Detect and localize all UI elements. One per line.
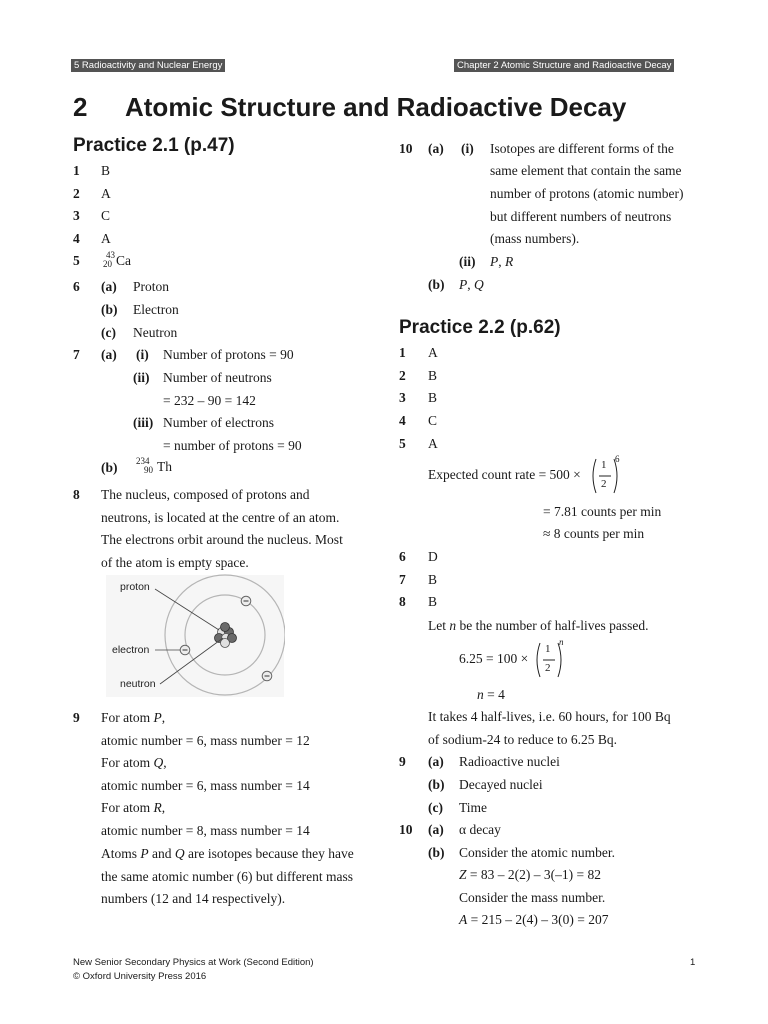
p2-q6-answer: D: [428, 549, 438, 564]
electron-top: [241, 596, 251, 606]
q10b-answer: P, Q: [459, 277, 484, 292]
q5-element-symbol: Ca: [116, 253, 131, 268]
p2-q10b-line-2: Consider the mass number.: [459, 890, 606, 905]
q1-answer: B: [101, 163, 111, 178]
p2-q10a-label: (a): [428, 822, 444, 837]
p2-q5-result-2: ≈ 8 counts per min: [543, 526, 645, 541]
p2-q10b-label: (b): [428, 845, 445, 860]
q6b-answer: Electron: [133, 302, 179, 317]
p2-q8-n-result: n = 4: [477, 687, 505, 702]
q9-number: 9: [73, 710, 80, 725]
p2-q5-answer: A: [428, 436, 438, 451]
q5-number: 5: [73, 253, 80, 268]
p2-q10b-a-calc: A = 215 – 2(4) – 3(0) = 207: [459, 912, 609, 927]
q10a-i-line-1: Isotopes are different forms of the: [490, 141, 674, 156]
p2-q8-denominator: 2: [545, 662, 551, 674]
p2-q5-calc-label: Expected count rate = 500 ×: [428, 467, 581, 482]
p2-q8-exponent: n: [559, 637, 564, 647]
atom-diagram: [105, 574, 285, 698]
p2-q8-statement-2: of sodium-24 to reduce to 6.25 Bq.: [428, 732, 617, 747]
p2-q8-equation: 6.25 = 100 ×: [459, 651, 529, 666]
q7-number: 7: [73, 347, 80, 362]
p2-q6-number: 6: [399, 549, 406, 564]
q7a-ii-text: Number of neutrons: [163, 370, 272, 385]
q7a-i-text: Number of protons = 90: [163, 347, 294, 362]
q2-answer: A: [101, 186, 111, 201]
practice-2-2-heading: Practice 2.2 (p.62): [399, 317, 561, 338]
q3-answer: C: [101, 208, 111, 223]
q8-line-2: neutrons, is located at the centre of an atom.: [101, 510, 340, 525]
p2-q5-result-1: = 7.81 counts per min: [543, 504, 662, 519]
q9-line-4: atomic number = 6, mass number = 14: [101, 778, 310, 793]
p2-q9a-label: (a): [428, 754, 444, 769]
header-section-label: Chapter 2 Atomic Structure and Radioactive Decay: [454, 59, 674, 72]
q8-line-1: The nucleus, composed of protons and: [101, 487, 310, 502]
p2-q10-number: 10: [399, 822, 413, 837]
p2-q8-numerator: 1: [545, 643, 551, 655]
q7a-i-label: (i): [136, 347, 149, 362]
q2-number: 2: [73, 186, 80, 201]
q7a-label: (a): [101, 347, 117, 362]
q7a-ii-label: (ii): [133, 370, 150, 385]
p2-q8-let: Let n be the number of half-lives passed.: [428, 618, 649, 633]
q10-number: 10: [399, 141, 413, 156]
q5-mass-number: 43: [106, 250, 115, 260]
q9-line-7: Atoms P and Q are isotopes because they have: [101, 846, 354, 861]
q1-number: 1: [73, 163, 80, 178]
q8-line-4: of the atom is empty space.: [101, 555, 249, 570]
q9-line-2: atomic number = 6, mass number = 12: [101, 733, 310, 748]
q7a-ii-calc: = 232 – 90 = 142: [163, 393, 256, 408]
chapter-number: 2: [73, 92, 88, 122]
q7a-iii-calc: = number of protons = 90: [163, 438, 302, 453]
q7b-atomic-number: 90: [144, 465, 153, 475]
q6-number: 6: [73, 279, 80, 294]
label-neutron: neutron: [120, 678, 156, 690]
p2-q4-answer: C: [428, 413, 438, 428]
p2-q10a-answer: α decay: [459, 822, 501, 837]
electron-left: [180, 645, 190, 655]
p2-q2-number: 2: [399, 368, 406, 383]
q10a-i-line-4: but different numbers of neutrons: [490, 209, 672, 224]
q4-number: 4: [73, 231, 80, 246]
p2-q9c-answer: Time: [459, 800, 488, 815]
p2-q3-number: 3: [399, 390, 406, 405]
p2-q9b-answer: Decayed nuclei: [459, 777, 543, 792]
q9-line-9: numbers (12 and 14 respectively).: [101, 891, 286, 906]
label-proton: proton: [120, 581, 150, 593]
p2-q9b-label: (b): [428, 777, 445, 792]
p2-q2-answer: B: [428, 368, 438, 383]
p2-q1-answer: A: [428, 345, 438, 360]
p2-q8-statement-1: It takes 4 half-lives, i.e. 60 hours, for 100 Bq: [428, 709, 671, 724]
q10a-i-line-3: number of protons (atomic number): [490, 186, 684, 201]
p2-q5-number: 5: [399, 436, 406, 451]
p2-q5-exponent: 6: [615, 454, 620, 464]
q6c-answer: Neutron: [133, 325, 178, 340]
footer-copyright: © Oxford University Press 2016: [73, 971, 207, 982]
q6b-label: (b): [101, 302, 118, 317]
q9-line-8: the same atomic number (6) but different mass: [101, 869, 354, 884]
q6a-label: (a): [101, 279, 117, 294]
q10b-label: (b): [428, 277, 445, 292]
p2-q9c-label: (c): [428, 800, 443, 815]
q9-line-5: For atom R,: [101, 800, 166, 815]
p2-q10b-line-1: Consider the atomic number.: [459, 845, 615, 860]
p2-q9a-answer: Radioactive nuclei: [459, 754, 560, 769]
p2-q4-number: 4: [399, 413, 406, 428]
practice-2-1-heading: Practice 2.1 (p.47): [73, 135, 235, 156]
q10a-i-line-5: (mass numbers).: [490, 231, 580, 246]
q9-line-6: atomic number = 8, mass number = 14: [101, 823, 310, 838]
chapter-title: Atomic Structure and Radioactive Decay: [125, 92, 627, 122]
p2-q8-number: 8: [399, 594, 406, 609]
p2-q5-numerator: 1: [601, 459, 607, 471]
q10a-i-label: (i): [461, 141, 474, 156]
q10a-i-line-2: same element that contain the same: [490, 163, 682, 178]
q5-atomic-number: 20: [103, 259, 112, 269]
q10a-label: (a): [428, 141, 444, 156]
p2-q10b-z-calc: Z = 83 – 2(2) – 3(–1) = 82: [459, 867, 601, 882]
q9-line-1: For atom P,: [101, 710, 166, 725]
page-title: [73, 91, 626, 123]
page-number: 1: [690, 957, 696, 968]
header-chapter-label: 5 Radioactivity and Nuclear Energy: [71, 59, 225, 72]
q10a-ii-label: (ii): [459, 254, 476, 269]
q7b-element-symbol: Th: [157, 459, 172, 474]
p2-q7-answer: B: [428, 572, 438, 587]
q7b-mass-number: 234: [136, 456, 150, 466]
q7b-label: (b): [101, 460, 118, 475]
q7a-iii-label: (iii): [133, 415, 154, 430]
p2-q1-number: 1: [399, 345, 406, 360]
q10a-ii-answer: P, R: [490, 254, 514, 269]
q6a-answer: Proton: [133, 279, 170, 294]
q7a-iii-text: Number of electrons: [163, 415, 274, 430]
footer-book-title: New Senior Secondary Physics at Work (Second Edition): [73, 957, 314, 968]
p2-q7-number: 7: [399, 572, 406, 587]
q6c-label: (c): [101, 325, 116, 340]
q3-number: 3: [73, 208, 80, 223]
q4-answer: A: [101, 231, 111, 246]
label-electron: electron: [112, 644, 150, 656]
p2-q3-answer: B: [428, 390, 438, 405]
p2-q5-denominator: 2: [601, 478, 607, 490]
p2-q8-answer: B: [428, 594, 438, 609]
q8-number: 8: [73, 487, 80, 502]
q9-line-3: For atom Q,: [101, 755, 167, 770]
electron-bottom: [262, 671, 272, 681]
p2-q9-number: 9: [399, 754, 406, 769]
q8-line-3: The electrons orbit around the nucleus. Most: [101, 532, 343, 547]
